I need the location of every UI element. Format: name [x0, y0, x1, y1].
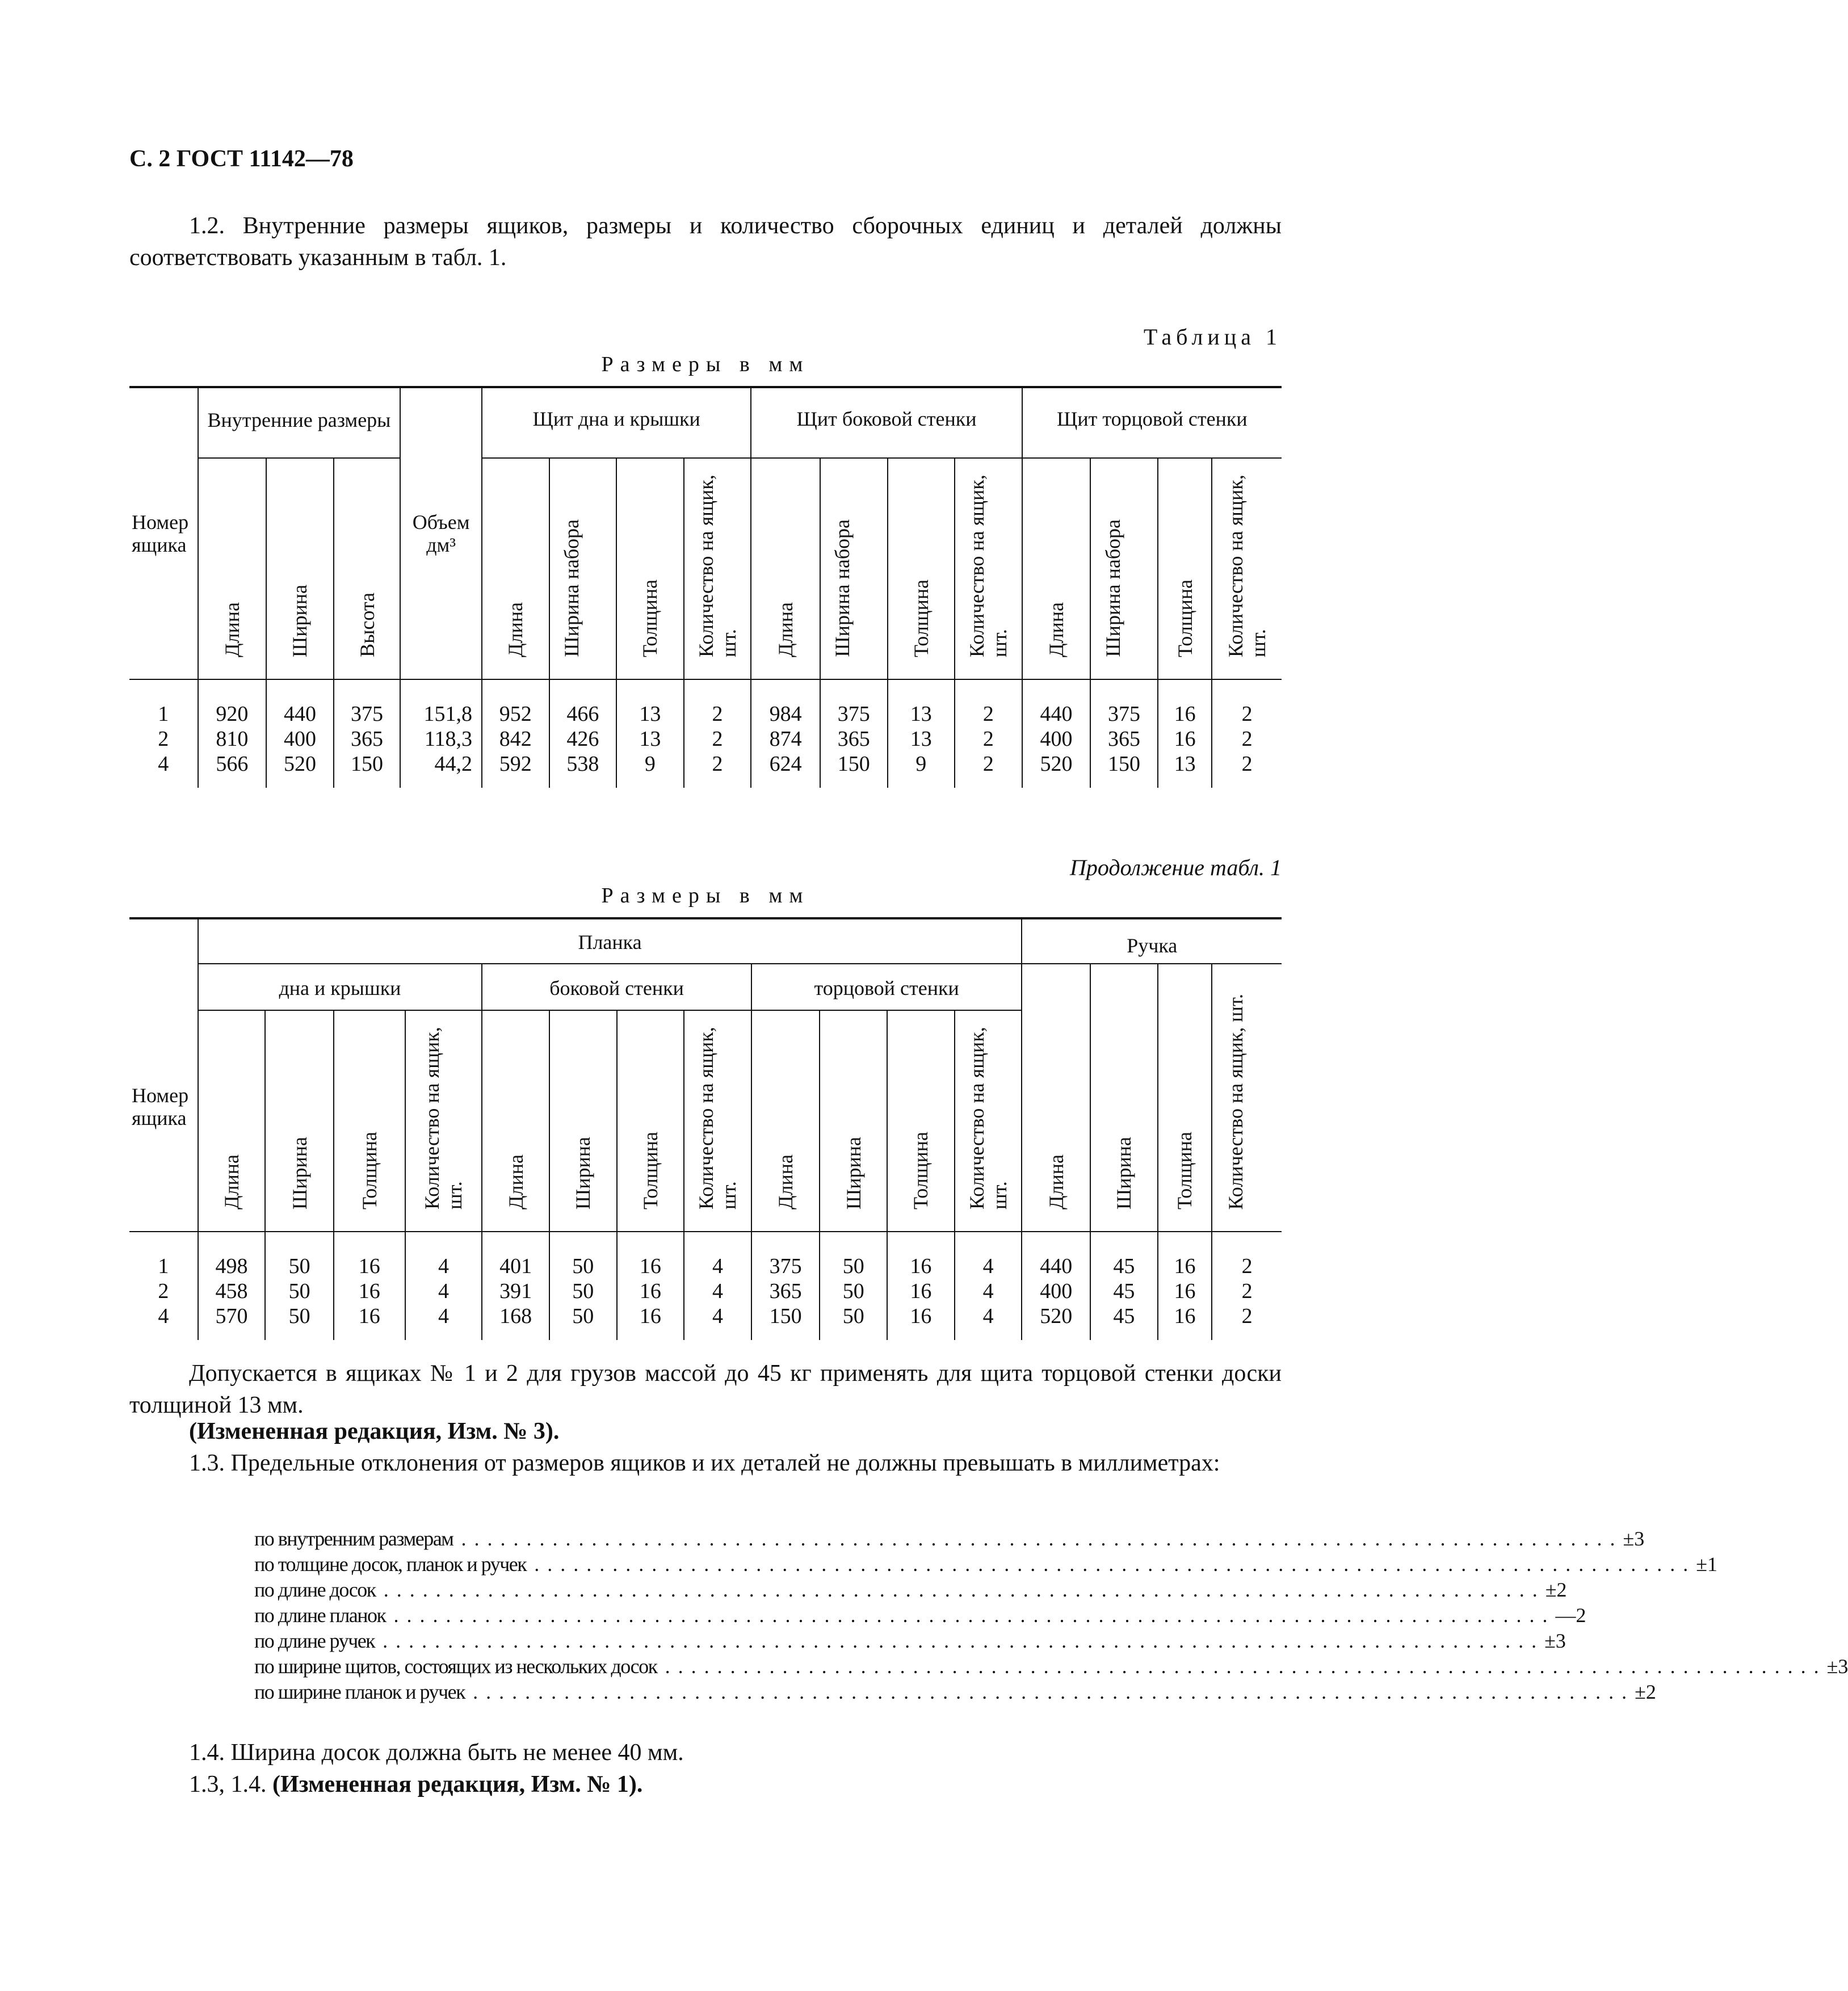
paragraph-1-2: 1.2. Внутренние размеры ящиков, размеры и количество сборочных единиц и деталей должны соответствовать указанным в табл. 1. — [129, 213, 1282, 271]
amendment-3: (Измененная редакция, Изм. № 3). — [189, 1418, 560, 1444]
col-width-set: Ширина набора — [820, 458, 888, 679]
table-row: 2 810 400 365 118,3 842 426 13 2 874 365 13 2 400 365 16 2 — [129, 726, 1282, 751]
col-length: Длина — [482, 458, 549, 679]
table-1-label: Таблица 1 — [1143, 324, 1282, 350]
col-thickness: Толщина — [887, 1010, 955, 1232]
col-quantity: Количество на ящик, шт. — [1212, 458, 1282, 679]
header-end-wall: торцовой стенки — [751, 964, 1022, 1010]
page-header: С. 2 ГОСТ 11142—78 — [129, 146, 354, 172]
col-thickness: Толщина — [1158, 458, 1212, 679]
list-item: по толщине досок, планок и ручек ......................................................................................... ±1 — [254, 1553, 1718, 1576]
col-width-set: Ширина набора — [549, 458, 617, 679]
table-1-continuation — [129, 917, 1282, 1340]
col-length: Длина — [198, 1010, 266, 1232]
col-length: Длина — [482, 1010, 549, 1232]
list-item: по ширине щитов, состоящих из нескольких досок ......................................................................................... ±3 — [254, 1655, 1848, 1678]
header-bottom-lid: дна и крышки — [198, 964, 482, 1010]
paragraph-1-3: 1.3. Предельные отклонения от размеров ящиков и их деталей не должны превышать в миллиметрах: — [189, 1450, 1220, 1476]
tolerance-list — [254, 1527, 1848, 1706]
table-1 — [129, 386, 1282, 788]
col-quantity: Количество на ящик, шт. — [955, 458, 1022, 679]
col-quantity: Количество на ящик, шт. — [684, 458, 751, 679]
table-row: 1 498 50 16 4 401 50 16 4 375 50 16 4 440 45 16 2 — [129, 1232, 1282, 1279]
col-quantity: Количество на ящик, шт. — [1212, 964, 1282, 1232]
header-box-number: Номер ящика — [129, 387, 198, 679]
list-item: по длине досок ......................................................................................... ±2 — [254, 1578, 1567, 1601]
col-length: Длина — [751, 458, 820, 679]
header-side-wall: Щит боковой стенки — [751, 387, 1022, 458]
col-quantity: Количество на ящик, шт. — [955, 1010, 1022, 1232]
table-1-continuation-label: Продолжение табл. 1 — [1069, 855, 1282, 880]
col-quantity: Количество на ящик, шт. — [684, 1010, 751, 1232]
header-bottom-lid: Щит дна и крышки — [482, 387, 751, 458]
paragraph-1-4: 1.4. Ширина досок должна быть не менее 40 мм. — [189, 1740, 684, 1766]
col-width: Ширина — [266, 458, 334, 679]
col-thickness: Толщина — [617, 1010, 684, 1232]
header-side-wall: боковой стенки — [482, 964, 751, 1010]
col-thickness: Толщина — [334, 1010, 405, 1232]
col-length: Длина — [1022, 964, 1090, 1232]
table-row: 4 566 520 150 44,2 592 538 9 2 624 150 9 2 520 150 13 2 — [129, 751, 1282, 788]
col-width: Ширина — [265, 1010, 334, 1232]
col-thickness: Толщина — [1158, 964, 1212, 1232]
col-width-set: Ширина набора — [1090, 458, 1158, 679]
col-length: Длина — [198, 458, 267, 679]
col-length: Длина — [751, 1010, 820, 1232]
table-1-units: Размеры в мм — [601, 352, 810, 376]
amendment-1: 1.3, 1.4. (Измененная редакция, Изм. № 1). — [189, 1771, 643, 1797]
col-width: Ширина — [1090, 964, 1158, 1232]
table-row: 1 920 440 375 151,8 952 466 13 2 984 375 13 2 440 375 16 2 — [129, 679, 1282, 726]
col-quantity: Количество на ящик, шт. — [405, 1010, 482, 1232]
paragraph-allowance: Допускается в ящиках № 1 и 2 для грузов массой до 45 кг применять для щита торцовой стенки доски толщиной 13 мм. — [129, 1360, 1282, 1418]
col-height: Высота — [334, 458, 401, 679]
col-length: Длина — [1022, 458, 1091, 679]
header-box-number: Номер ящика — [129, 918, 198, 1232]
table-row: 4 570 50 16 4 168 50 16 4 150 50 16 4 520 45 16 2 — [129, 1304, 1282, 1340]
table-1-cont-units: Размеры в мм — [601, 884, 810, 908]
list-item: по длине планок ......................................................................................... —2 — [254, 1604, 1586, 1627]
col-thickness: Толщина — [888, 458, 955, 679]
header-planka: Планка — [198, 918, 1022, 964]
col-thickness: Толщина — [616, 458, 684, 679]
col-width: Ширина — [549, 1010, 617, 1232]
list-item: по ширине планок и ручек ......................................................................................... ±2 — [254, 1681, 1656, 1703]
table-row: 2 458 50 16 4 391 50 16 4 365 50 16 4 400 45 16 2 — [129, 1279, 1282, 1304]
list-item: по внутренним размерам ......................................................................................... ±3 — [254, 1527, 1645, 1550]
list-item: по длине ручек ......................................................................................... ±3 — [254, 1629, 1566, 1652]
header-end-wall: Щит торцовой стенки — [1022, 387, 1282, 458]
col-width: Ширина — [820, 1010, 887, 1232]
header-handle: Ручка — [1022, 918, 1282, 964]
header-inner-dims: Внутренние размеры — [198, 387, 401, 458]
header-volume: Объем дм³ — [400, 387, 482, 679]
